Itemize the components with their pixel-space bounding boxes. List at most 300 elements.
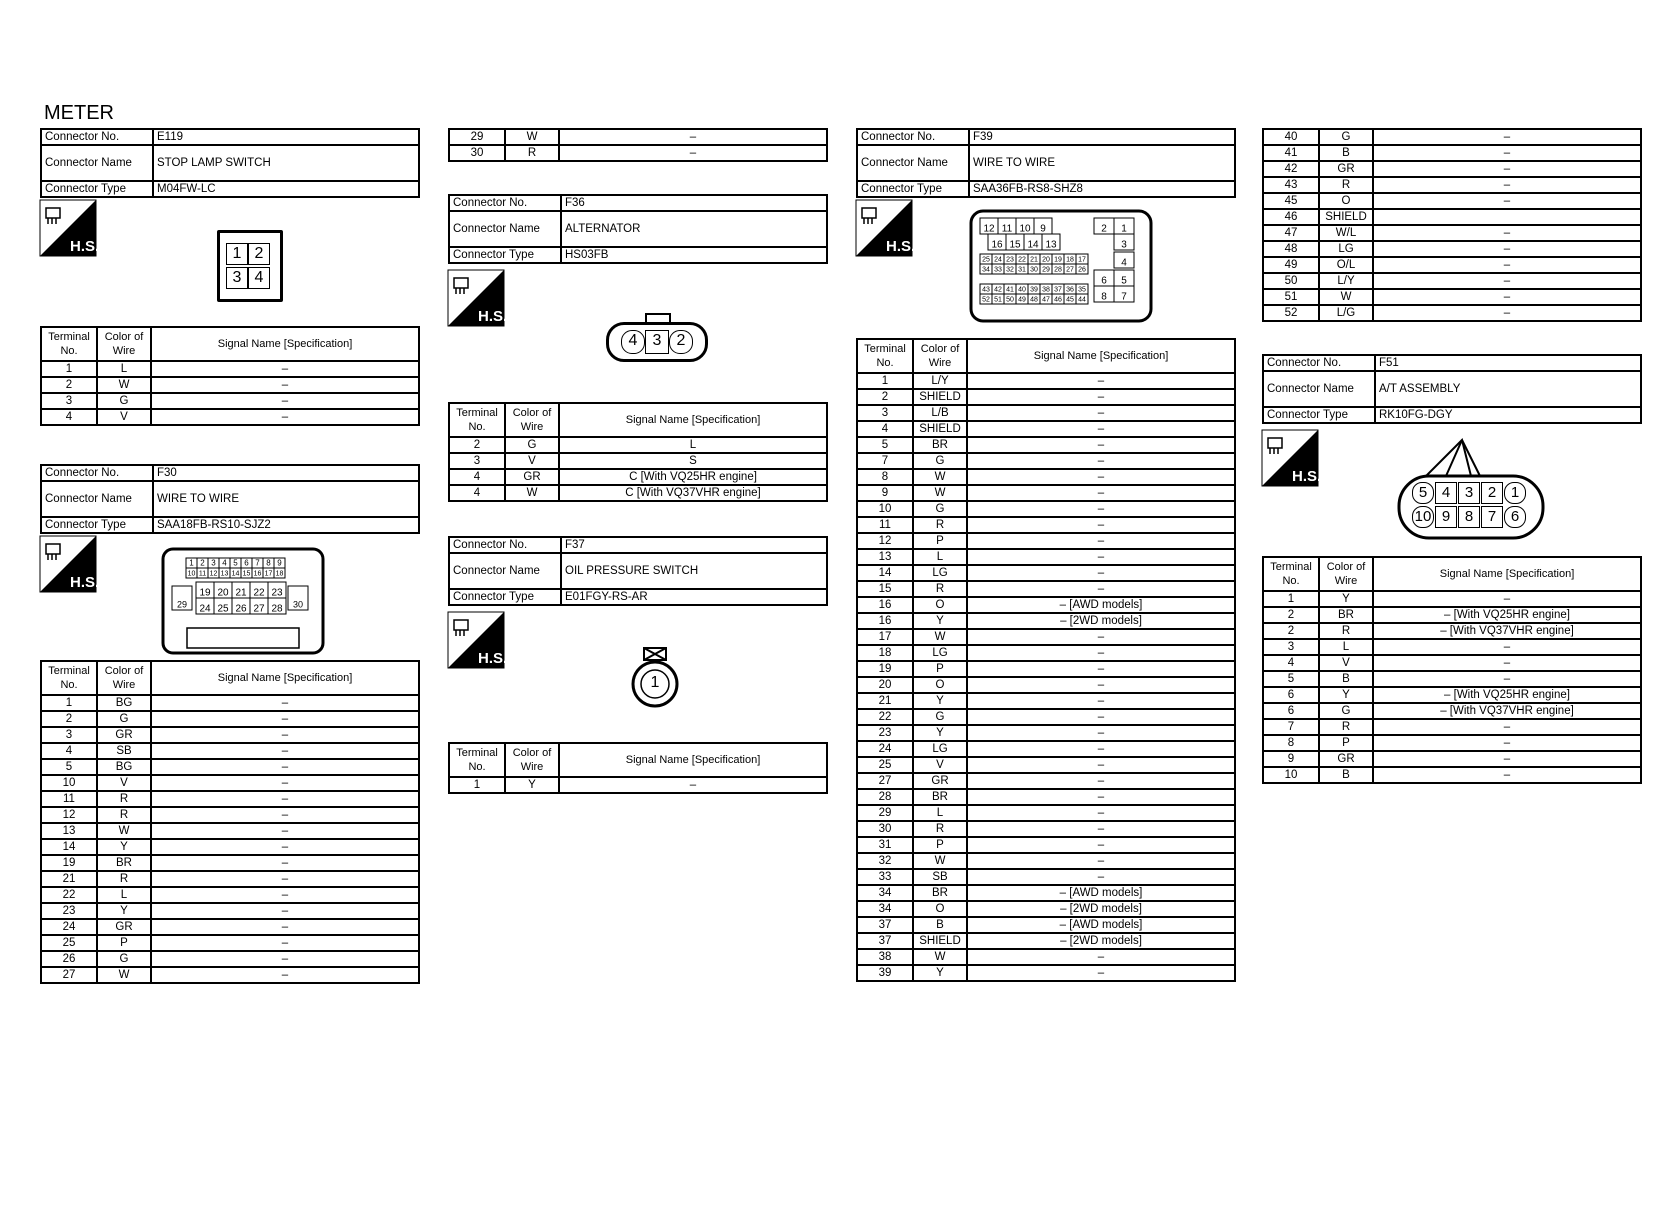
terminal-no: 27 bbox=[857, 773, 913, 789]
wire-color: L bbox=[913, 805, 967, 821]
header-terminal: Terminal No. bbox=[449, 403, 505, 437]
signal-name: – bbox=[967, 821, 1235, 837]
pin-label: 38 bbox=[1042, 286, 1050, 294]
wire-color: Y bbox=[1319, 687, 1373, 703]
column-1 bbox=[40, 128, 420, 984]
wire-color: R bbox=[97, 791, 151, 807]
signal-name: – bbox=[151, 935, 419, 951]
terminal-no: 11 bbox=[41, 791, 97, 807]
pin-label: 7 bbox=[1121, 291, 1127, 303]
pin-label: 23 bbox=[271, 587, 283, 599]
connector-name: WIRE TO WIRE bbox=[153, 481, 419, 517]
pin-label: 9 bbox=[277, 558, 282, 568]
pin-label: 10 bbox=[187, 570, 196, 578]
terminal-no: 25 bbox=[857, 757, 913, 773]
terminal-no: 4 bbox=[1263, 655, 1319, 671]
pin-label: 2 bbox=[200, 558, 205, 568]
pin-label: 28 bbox=[1054, 266, 1062, 274]
table-row bbox=[41, 855, 419, 871]
signal-name: – bbox=[967, 501, 1235, 517]
header-color: Color of Wire bbox=[913, 339, 967, 373]
pin-4: 4 bbox=[621, 330, 645, 354]
wire-color: G bbox=[913, 709, 967, 725]
table-row bbox=[41, 935, 419, 951]
terminal-no: 2 bbox=[1263, 607, 1319, 623]
table-row bbox=[449, 485, 827, 501]
signal-name: – bbox=[559, 777, 827, 793]
label-connector-type: Connector Type bbox=[449, 589, 561, 605]
terminal-no: 37 bbox=[857, 933, 913, 949]
table-row bbox=[857, 821, 1235, 837]
table-row bbox=[857, 901, 1235, 917]
pin-label: 43 bbox=[982, 286, 990, 294]
signal-name: – bbox=[151, 759, 419, 775]
header-terminal: Terminal No. bbox=[41, 327, 97, 361]
terminal-no: 10 bbox=[41, 775, 97, 791]
label-connector-name: Connector Name bbox=[857, 145, 969, 181]
label-connector-no: Connector No. bbox=[449, 537, 561, 553]
terminal-no: 7 bbox=[1263, 719, 1319, 735]
connector-type: RK10FG-DGY bbox=[1375, 407, 1641, 423]
table-row bbox=[857, 709, 1235, 725]
signal-name: – bbox=[967, 853, 1235, 869]
signal-name: – [With VQ37VHR engine] bbox=[1373, 703, 1641, 719]
connector-no: F30 bbox=[153, 465, 419, 481]
terminal-no: 49 bbox=[1263, 257, 1319, 273]
pin-label: 51 bbox=[994, 296, 1002, 304]
table-row bbox=[857, 789, 1235, 805]
pin-label: 45 bbox=[1066, 296, 1074, 304]
connector-info-f36 bbox=[448, 194, 828, 264]
signal-name: – bbox=[967, 453, 1235, 469]
wire-color: G bbox=[1319, 129, 1373, 145]
table-row bbox=[1263, 591, 1641, 607]
terminal-no: 5 bbox=[1263, 671, 1319, 687]
connector-no: F36 bbox=[561, 195, 827, 211]
table-row bbox=[41, 887, 419, 903]
terminal-no: 34 bbox=[857, 885, 913, 901]
pin-2: 2 bbox=[669, 330, 693, 354]
signal-name: – bbox=[967, 709, 1235, 725]
pin-label: 3 bbox=[1121, 239, 1127, 251]
table-row bbox=[1263, 129, 1641, 145]
table-row bbox=[857, 533, 1235, 549]
connector-face-f30 bbox=[160, 546, 326, 656]
connector-type: M04FW-LC bbox=[153, 181, 419, 197]
label-connector-name: Connector Name bbox=[41, 481, 153, 517]
pin-7: 7 bbox=[1481, 506, 1503, 528]
terminal-no: 4 bbox=[41, 409, 97, 425]
pin-label: 13 bbox=[220, 570, 229, 578]
pin-label: 27 bbox=[253, 603, 265, 615]
pin-label: 22 bbox=[1018, 256, 1026, 264]
signal-name: – bbox=[559, 145, 827, 161]
label-connector-name: Connector Name bbox=[41, 145, 153, 181]
wire-color: R bbox=[1319, 177, 1373, 193]
pin-label: 27 bbox=[1066, 266, 1074, 274]
pin-label: 4 bbox=[222, 558, 227, 568]
pin-label: 21 bbox=[235, 587, 247, 599]
table-row bbox=[449, 777, 827, 793]
terminal-no: 20 bbox=[857, 677, 913, 693]
signal-name: – bbox=[1373, 719, 1641, 735]
table-row bbox=[857, 917, 1235, 933]
table-row bbox=[1263, 751, 1641, 767]
signal-name bbox=[1373, 209, 1641, 225]
wire-color: W bbox=[97, 823, 151, 839]
terminal-no: 34 bbox=[857, 901, 913, 917]
connector-name: ALTERNATOR bbox=[561, 211, 827, 247]
harness-side-icon bbox=[856, 200, 916, 256]
column-3 bbox=[856, 128, 1236, 982]
terminal-no: 28 bbox=[857, 789, 913, 805]
pin-label: 5 bbox=[233, 558, 238, 568]
table-row bbox=[41, 409, 419, 425]
wire-color: W bbox=[913, 853, 967, 869]
header-signal: Signal Name [Specification] bbox=[151, 661, 419, 695]
header-signal: Signal Name [Specification] bbox=[559, 743, 827, 777]
terminal-no: 1 bbox=[41, 361, 97, 377]
signal-name: – bbox=[151, 919, 419, 935]
terminal-no: 3 bbox=[449, 453, 505, 469]
pin-label: 19 bbox=[1054, 256, 1062, 264]
pin-label: 22 bbox=[253, 587, 265, 599]
table-row bbox=[857, 501, 1235, 517]
wire-color: Y bbox=[97, 839, 151, 855]
wire-color: P bbox=[1319, 735, 1373, 751]
pin-label: 29 bbox=[1042, 266, 1050, 274]
wire-color: Y bbox=[913, 613, 967, 629]
label-connector-no: Connector No. bbox=[857, 129, 969, 145]
table-row bbox=[1263, 767, 1641, 783]
pin-label: 25 bbox=[982, 256, 990, 264]
table-row bbox=[41, 967, 419, 983]
label-connector-no: Connector No. bbox=[449, 195, 561, 211]
signal-name: – bbox=[1373, 273, 1641, 289]
terminal-no: 43 bbox=[1263, 177, 1319, 193]
pin-4: 4 bbox=[1435, 482, 1457, 504]
label-connector-name: Connector Name bbox=[449, 211, 561, 247]
terminal-no: 42 bbox=[1263, 161, 1319, 177]
signal-name: – bbox=[151, 823, 419, 839]
signal-name: – bbox=[1373, 241, 1641, 257]
wire-color: P bbox=[913, 533, 967, 549]
label-connector-name: Connector Name bbox=[449, 553, 561, 589]
terminal-no: 18 bbox=[857, 645, 913, 661]
terminal-no: 3 bbox=[41, 393, 97, 409]
table-row bbox=[857, 933, 1235, 949]
header-signal: Signal Name [Specification] bbox=[967, 339, 1235, 373]
terminal-no: 5 bbox=[857, 437, 913, 453]
signal-name: – bbox=[967, 645, 1235, 661]
terminal-no: 9 bbox=[1263, 751, 1319, 767]
table-row bbox=[857, 773, 1235, 789]
wire-color: O bbox=[913, 677, 967, 693]
signal-name: – [With VQ25HR engine] bbox=[1373, 687, 1641, 703]
header-signal: Signal Name [Specification] bbox=[151, 327, 419, 361]
terminal-table-f39 bbox=[856, 338, 1236, 982]
wire-color: G bbox=[913, 453, 967, 469]
signal-name: – bbox=[967, 869, 1235, 885]
terminal-no: 40 bbox=[1263, 129, 1319, 145]
table-row bbox=[857, 805, 1235, 821]
terminal-no: 29 bbox=[449, 129, 505, 145]
terminal-no: 47 bbox=[1263, 225, 1319, 241]
connector-diagram-e119 bbox=[40, 198, 420, 326]
signal-name: – bbox=[151, 743, 419, 759]
terminal-no: 7 bbox=[857, 453, 913, 469]
terminal-no: 39 bbox=[857, 965, 913, 981]
header-terminal: Terminal No. bbox=[41, 661, 97, 695]
table-row bbox=[41, 951, 419, 967]
signal-name: – bbox=[1373, 639, 1641, 655]
wire-color: P bbox=[913, 837, 967, 853]
table-row bbox=[857, 629, 1235, 645]
table-row bbox=[41, 727, 419, 743]
header-color: Color of Wire bbox=[505, 743, 559, 777]
table-row bbox=[41, 919, 419, 935]
terminal-no: 12 bbox=[857, 533, 913, 549]
signal-name: – bbox=[967, 965, 1235, 981]
terminal-table-e119 bbox=[40, 326, 420, 426]
label-connector-type: Connector Type bbox=[41, 517, 153, 533]
pin-label: 8 bbox=[1101, 291, 1107, 303]
terminal-no: 2 bbox=[1263, 623, 1319, 639]
table-row bbox=[1263, 225, 1641, 241]
connector-type: HS03FB bbox=[561, 247, 827, 263]
pin-label: 20 bbox=[1042, 256, 1050, 264]
terminal-no: 48 bbox=[1263, 241, 1319, 257]
signal-name: – bbox=[967, 533, 1235, 549]
pin-label: 26 bbox=[235, 603, 247, 615]
terminal-no: 10 bbox=[857, 501, 913, 517]
signal-name: – [AWD models] bbox=[967, 885, 1235, 901]
terminal-no: 32 bbox=[857, 853, 913, 869]
terminal-no: 4 bbox=[857, 421, 913, 437]
wire-color: W bbox=[913, 469, 967, 485]
signal-name: – [With VQ25HR engine] bbox=[1373, 607, 1641, 623]
wire-color: L/G bbox=[1319, 305, 1373, 321]
signal-name: – bbox=[967, 549, 1235, 565]
column-4 bbox=[1262, 128, 1642, 784]
table-row bbox=[1263, 241, 1641, 257]
signal-name: – bbox=[1373, 289, 1641, 305]
wire-color: GR bbox=[1319, 751, 1373, 767]
wire-color: BR bbox=[913, 437, 967, 453]
table-row bbox=[857, 549, 1235, 565]
pin-label: 16 bbox=[991, 239, 1003, 251]
label-connector-name: Connector Name bbox=[1263, 371, 1375, 407]
terminal-no: 45 bbox=[1263, 193, 1319, 209]
table-row bbox=[41, 759, 419, 775]
table-row bbox=[449, 453, 827, 469]
wire-color: V bbox=[97, 409, 151, 425]
table-row bbox=[857, 645, 1235, 661]
pin-2: 2 bbox=[248, 243, 270, 265]
label-connector-type: Connector Type bbox=[1263, 407, 1375, 423]
table-row bbox=[1263, 193, 1641, 209]
table-row bbox=[857, 725, 1235, 741]
pin-label: 21 bbox=[1030, 256, 1038, 264]
signal-name: – bbox=[151, 903, 419, 919]
wire-color: BR bbox=[1319, 607, 1373, 623]
signal-name: – bbox=[151, 711, 419, 727]
signal-name: – bbox=[151, 393, 419, 409]
table-row bbox=[41, 393, 419, 409]
pin-label: 39 bbox=[1030, 286, 1038, 294]
terminal-no: 30 bbox=[857, 821, 913, 837]
wire-color: BR bbox=[913, 789, 967, 805]
terminal-no: 2 bbox=[41, 711, 97, 727]
terminal-no: 25 bbox=[41, 935, 97, 951]
pin-3: 3 bbox=[645, 330, 669, 354]
table-row bbox=[857, 965, 1235, 981]
signal-name: – bbox=[967, 565, 1235, 581]
connector-name: WIRE TO WIRE bbox=[969, 145, 1235, 181]
terminal-no: 29 bbox=[857, 805, 913, 821]
wire-color: LG bbox=[1319, 241, 1373, 257]
label-connector-type: Connector Type bbox=[449, 247, 561, 263]
table-row bbox=[1263, 145, 1641, 161]
terminal-no: 2 bbox=[449, 437, 505, 453]
table-row bbox=[1263, 655, 1641, 671]
wire-color: BG bbox=[97, 759, 151, 775]
wire-color: W bbox=[913, 949, 967, 965]
pin-label: 42 bbox=[994, 286, 1002, 294]
pin-label: 15 bbox=[1009, 239, 1021, 251]
wire-color: W bbox=[97, 967, 151, 983]
wire-color: B bbox=[913, 917, 967, 933]
pin-label: 32 bbox=[1006, 266, 1014, 274]
terminal-no: 51 bbox=[1263, 289, 1319, 305]
wire-color: W bbox=[97, 377, 151, 393]
signal-name: – bbox=[1373, 225, 1641, 241]
table-row bbox=[1263, 719, 1641, 735]
pin-label: 25 bbox=[217, 603, 229, 615]
pin-label: 10 bbox=[1019, 223, 1031, 235]
signal-name: – bbox=[1373, 655, 1641, 671]
wire-color: W bbox=[505, 485, 559, 501]
terminal-no: 8 bbox=[857, 469, 913, 485]
pin-label: 26 bbox=[1078, 266, 1086, 274]
pin-9: 9 bbox=[1435, 506, 1457, 528]
label-connector-type: Connector Type bbox=[857, 181, 969, 197]
wire-color: SB bbox=[913, 869, 967, 885]
terminal-no: 13 bbox=[41, 823, 97, 839]
pin-label: 30 bbox=[292, 599, 304, 610]
pin-label: 18 bbox=[275, 570, 284, 578]
table-row bbox=[449, 129, 827, 145]
table-row bbox=[1263, 177, 1641, 193]
pin-1: 1 bbox=[650, 674, 660, 691]
pin-label: 23 bbox=[1006, 256, 1014, 264]
wire-color: V bbox=[1319, 655, 1373, 671]
table-row bbox=[857, 661, 1235, 677]
wire-color: SHIELD bbox=[1319, 209, 1373, 225]
pin-label: 7 bbox=[255, 558, 260, 568]
terminal-no: 19 bbox=[857, 661, 913, 677]
wire-color: G bbox=[97, 393, 151, 409]
connector-diagram-f36 bbox=[448, 264, 828, 402]
pin-label: 49 bbox=[1018, 296, 1026, 304]
table-row bbox=[1263, 161, 1641, 177]
signal-name: C [With VQ25HR engine] bbox=[559, 469, 827, 485]
pin-label: 11 bbox=[198, 570, 207, 578]
wire-color: O bbox=[913, 597, 967, 613]
wire-color: G bbox=[97, 711, 151, 727]
wire-color: L bbox=[1319, 639, 1373, 655]
pin-3: 3 bbox=[226, 267, 248, 289]
pin-label: 44 bbox=[1078, 296, 1086, 304]
terminal-no: 10 bbox=[1263, 767, 1319, 783]
pin-label: 24 bbox=[199, 603, 211, 615]
signal-name: – bbox=[967, 517, 1235, 533]
terminal-no: 6 bbox=[1263, 703, 1319, 719]
wire-color: Y bbox=[913, 725, 967, 741]
terminal-no: 19 bbox=[41, 855, 97, 871]
terminal-no: 52 bbox=[1263, 305, 1319, 321]
wire-color: R bbox=[97, 871, 151, 887]
wire-color: R bbox=[1319, 623, 1373, 639]
wire-color: BG bbox=[97, 695, 151, 711]
signal-name: – bbox=[151, 695, 419, 711]
table-row bbox=[857, 517, 1235, 533]
terminal-table-f39-continued bbox=[1262, 128, 1642, 322]
table-row bbox=[1263, 639, 1641, 655]
terminal-no: 41 bbox=[1263, 145, 1319, 161]
connector-no: F39 bbox=[969, 129, 1235, 145]
pin-1: 1 bbox=[226, 243, 248, 265]
wire-color: V bbox=[913, 757, 967, 773]
terminal-no: 46 bbox=[1263, 209, 1319, 225]
signal-name: – bbox=[967, 757, 1235, 773]
signal-name: – bbox=[1373, 305, 1641, 321]
header-signal: Signal Name [Specification] bbox=[1373, 557, 1641, 591]
signal-name: – bbox=[967, 805, 1235, 821]
label-connector-no: Connector No. bbox=[41, 129, 153, 145]
wire-color: L/Y bbox=[913, 373, 967, 389]
wire-color: LG bbox=[913, 645, 967, 661]
table-row bbox=[1263, 257, 1641, 273]
pin-label: 17 bbox=[1078, 256, 1086, 264]
wire-color: B bbox=[1319, 145, 1373, 161]
wire-color: W bbox=[505, 129, 559, 145]
pin-label: 12 bbox=[209, 570, 218, 578]
pin-label: 11 bbox=[1001, 223, 1013, 235]
wire-color: V bbox=[505, 453, 559, 469]
wire-color: R bbox=[97, 807, 151, 823]
signal-name: – bbox=[967, 581, 1235, 597]
terminal-no: 1 bbox=[1263, 591, 1319, 607]
pin-1: 1 bbox=[1504, 482, 1526, 504]
wire-color: BR bbox=[97, 855, 151, 871]
wire-color: L bbox=[97, 887, 151, 903]
table-row bbox=[41, 823, 419, 839]
header-color: Color of Wire bbox=[97, 327, 151, 361]
pin-label: 19 bbox=[199, 587, 211, 599]
wire-color: BR bbox=[913, 885, 967, 901]
signal-name: – bbox=[1373, 129, 1641, 145]
wire-color: O/L bbox=[1319, 257, 1373, 273]
wire-color: G bbox=[913, 501, 967, 517]
wire-color: O bbox=[913, 901, 967, 917]
pin-label: 9 bbox=[1040, 223, 1046, 235]
connector-no: E119 bbox=[153, 129, 419, 145]
terminal-table-f36 bbox=[448, 402, 828, 502]
signal-name: – bbox=[1373, 145, 1641, 161]
harness-side-icon bbox=[40, 200, 100, 256]
table-row bbox=[857, 581, 1235, 597]
